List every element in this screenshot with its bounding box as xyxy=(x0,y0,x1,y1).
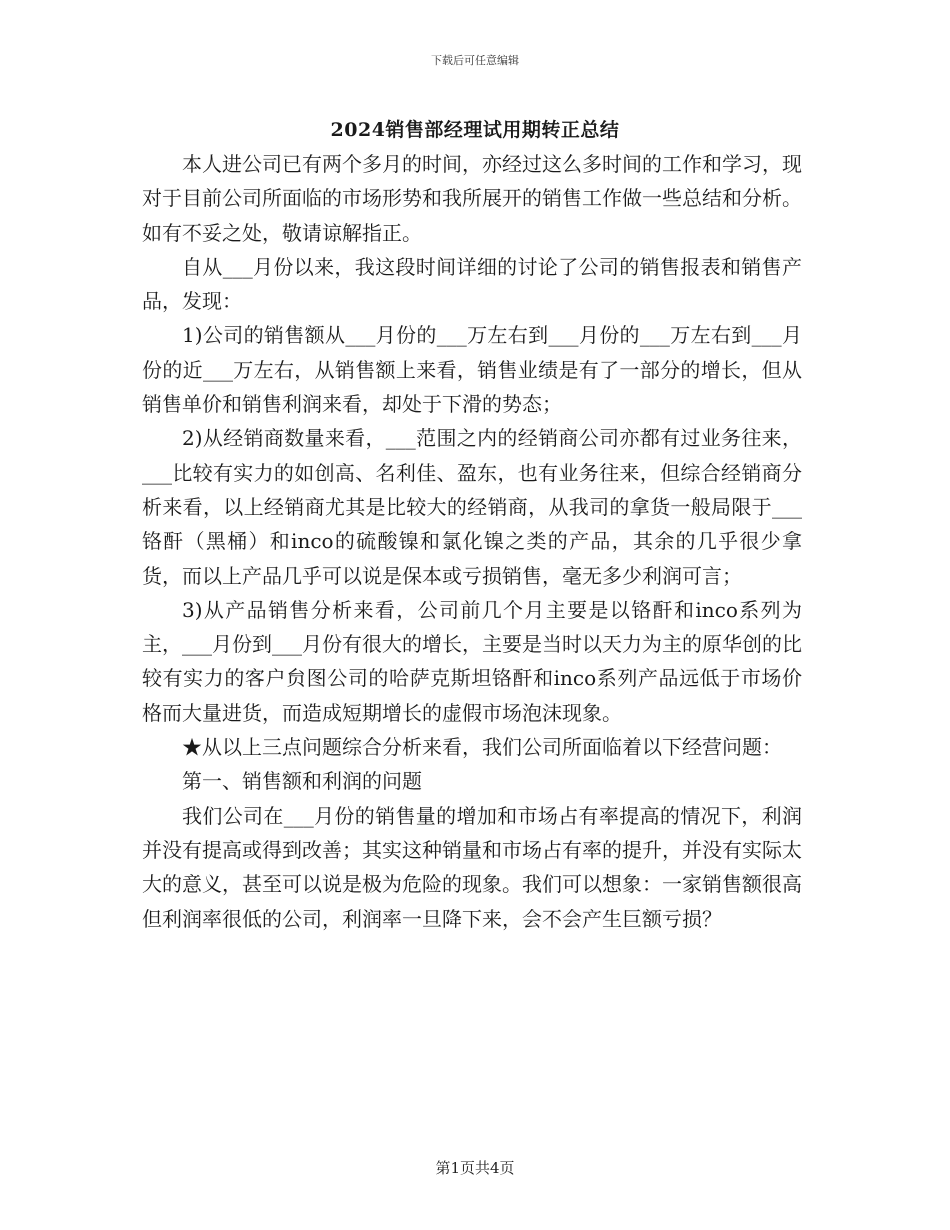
section-heading-sales-profit: 第一、销售额和利润的问题 xyxy=(182,769,422,794)
paragraph-summary: ★从以上三点问题综合分析来看，我们公司所面临着以下经营问题： xyxy=(182,735,782,760)
paragraph-point-1: 1)公司的销售额从___月份的___万左右到___月份的___万左右到___月份的近___万左右，从销售额上来看，销售业绩是有了一部分的增长，但从销售单价和销售利润来看，却处于下滑的势态； xyxy=(142,323,802,417)
document-body xyxy=(142,147,802,936)
paragraph-point-2: 2)从经销商数量来看，___范围之内的经销商公司亦都有过业务往来，___比较有实力的如创高、名利佳、盈东，也有业务往来，但综合经销商分析来看，以上经销商尤其是比较大的经销商，从我司的拿货一般局限于___铬酐（黑桶）和inco的硫酸镍和氯化镍之类的产品，其余的几乎很少拿货，而以上产品几乎可以说是保本或亏损销售，毫无多少利润可言； xyxy=(142,426,802,588)
paragraph-sales-profit: 我们公司在___月份的销售量的增加和市场占有率提高的情况下，利润并没有提高或得到改善；其实这种销量和市场占有率的提升，并没有实际太大的意义，甚至可以说是极为危险的现象。我们可以想象：一家销售额很高但利润率很低的公司，利润率一旦降下来，会不会产生巨额亏损？ xyxy=(142,803,802,931)
document-title: 2024销售部经理试用期转正总结 xyxy=(330,119,620,141)
paragraph-point-3: 3)从产品销售分析来看，公司前几个月主要是以铬酐和inco系列为主，___月份到___月份有很大的增长，主要是当时以天力为主的原华创的比较有实力的客户贠图公司的哈萨克斯坦铬酐和inco系列产品远低于市场价格而大量进货，而造成短期增长的虚假市场泡沫现象。 xyxy=(142,597,802,725)
page-number-footer: 第1页共4页 xyxy=(435,1159,515,1177)
paragraph-intro: 本人进公司已有两个多月的时间，亦经过这么多时间的工作和学习，现对于目前公司所面临的市场形势和我所展开的销售工作做一些总结和分析。如有不妥之处，敬请谅解指正。 xyxy=(142,152,802,245)
paragraph-since-month: 自从___月份以来，我这段时间详细的讨论了公司的销售报表和销售产品，发现： xyxy=(142,254,802,314)
page-header-note: 下载后可任意编辑 xyxy=(431,54,519,67)
